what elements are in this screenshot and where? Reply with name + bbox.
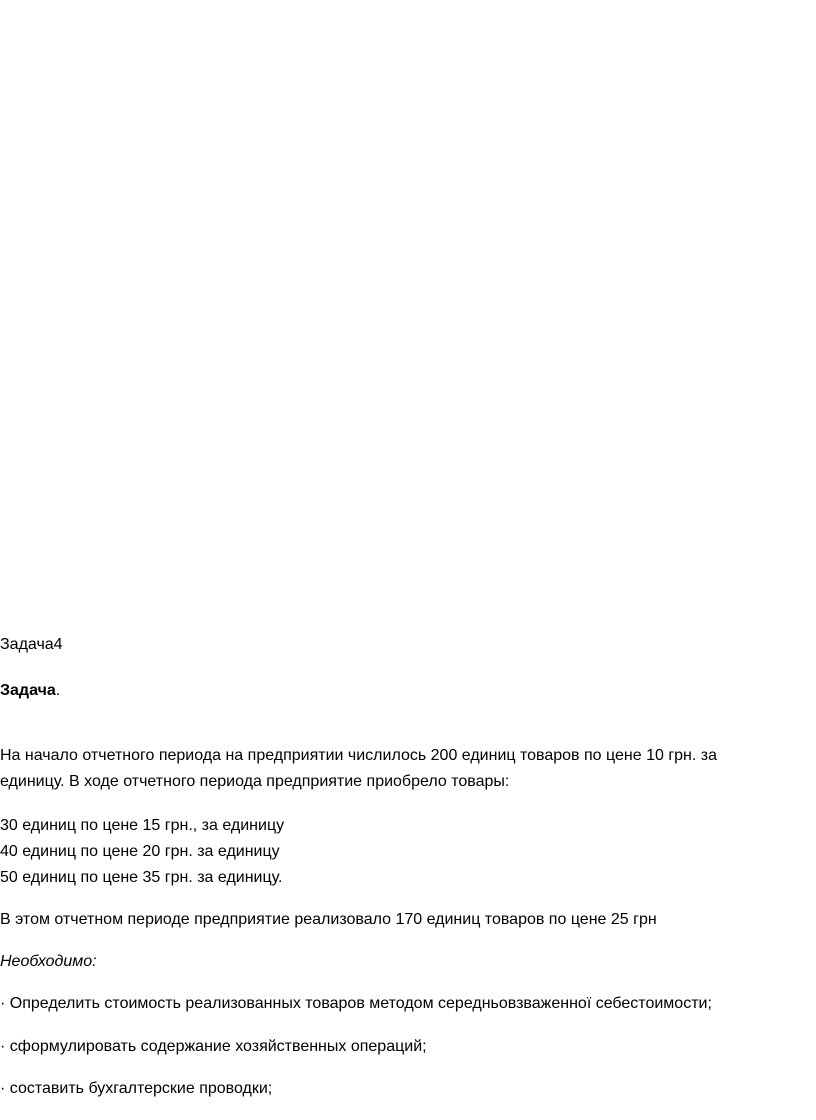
intro-line-1: На начало отчетного периода на предприятии числилось 200 единиц товаров по цене 10 грн. за	[0, 747, 718, 764]
task-label	[0, 680, 60, 702]
purchase-item-1: 30 единиц по цене 15 грн., за единицу	[0, 817, 285, 834]
requirement-item-1: · Определить стоимость реализованных товаров методом середньовзваженної себестоимости;	[0, 995, 712, 1012]
requirement-item-2: · сформулировать содержание хозяйственных операций;	[0, 1038, 427, 1055]
purchase-item-2: 40 единиц по цене 20 грн. за единицу	[0, 843, 280, 860]
task-heading: Задача4	[0, 636, 63, 653]
required-label: Необходимо:	[0, 953, 97, 970]
requirement-item-3: · составить бухгалтерские проводки;	[0, 1080, 273, 1097]
task-label-period: .	[55, 682, 61, 699]
intro-line-2: единицу. В ходе отчетного периода предприятие приобрело товары:	[0, 773, 510, 790]
sales-statement: В этом отчетном периоде предприятие реализовало 170 единиц товаров по цене 25 грн	[0, 911, 657, 928]
task-label-bold: Задача	[0, 682, 56, 699]
purchase-item-3: 50 единиц по цене 35 грн. за единицу.	[0, 869, 283, 886]
